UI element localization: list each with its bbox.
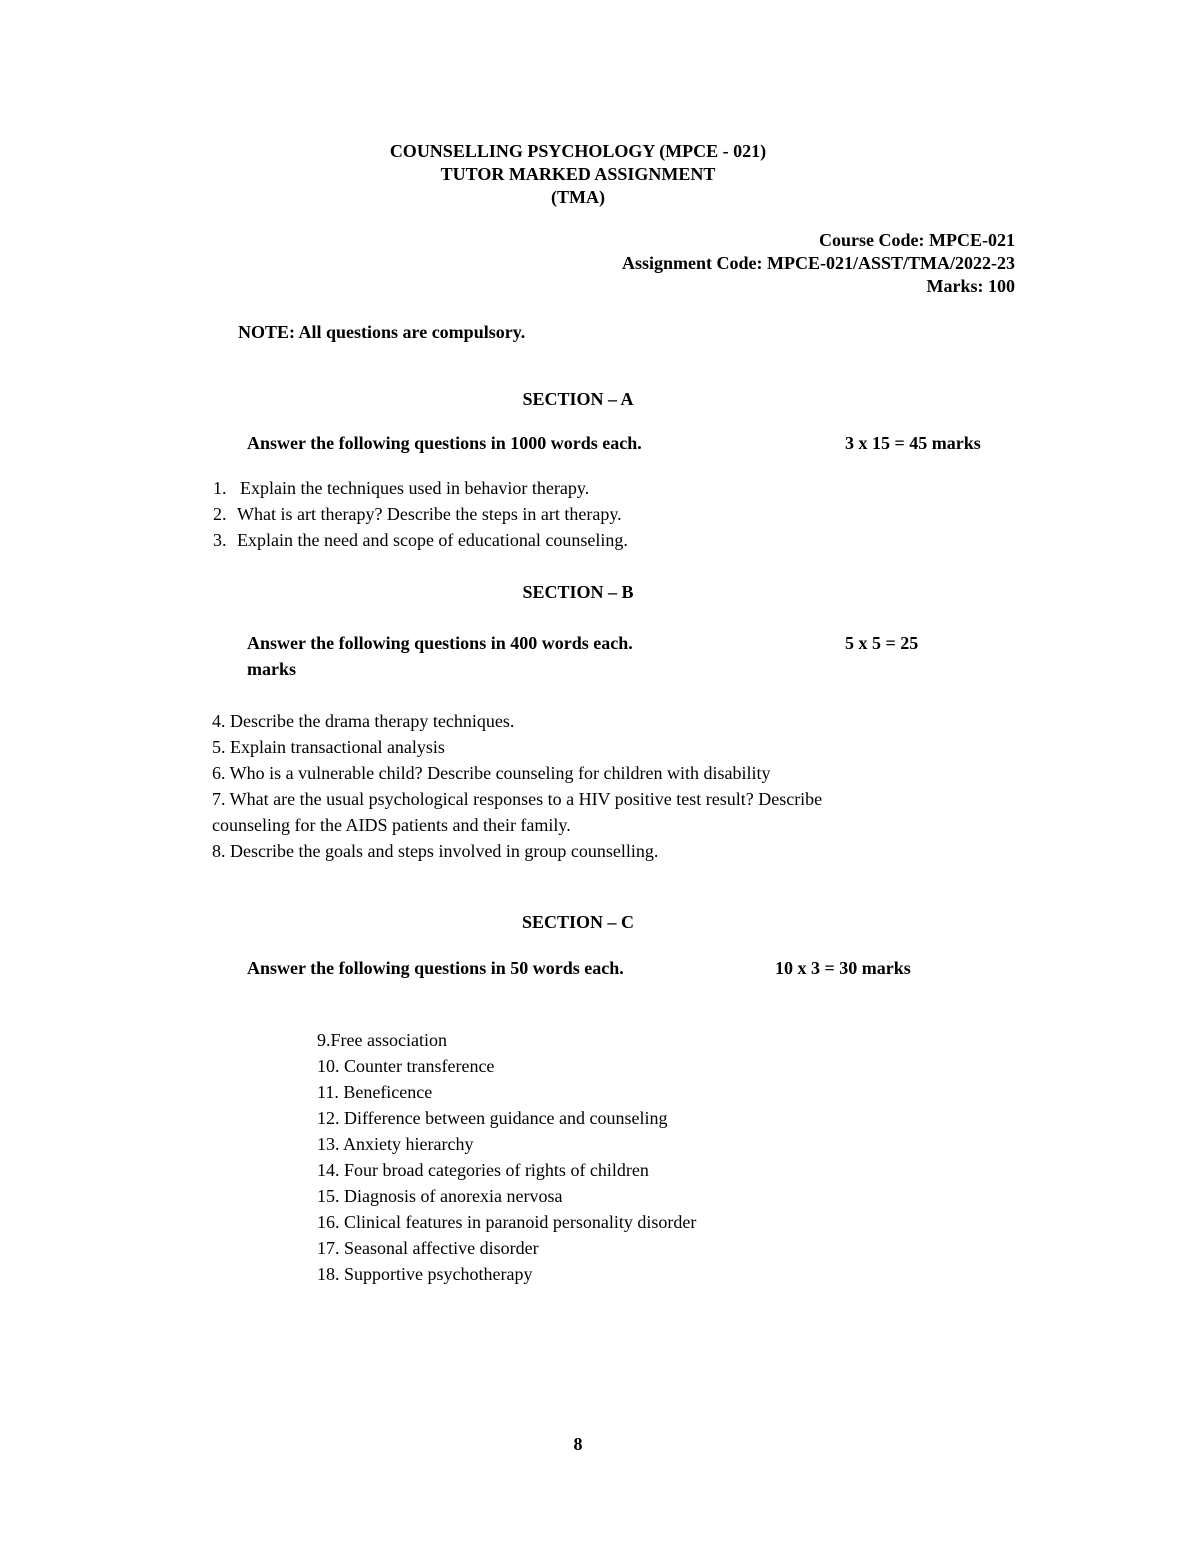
list-item: 10. Counter transference [317, 1056, 495, 1076]
total-marks: Marks: 100 [926, 276, 1015, 296]
list-item: 4. Describe the drama therapy techniques. [212, 711, 515, 731]
section-b-marks: 5 x 5 = 25 [845, 633, 919, 653]
list-item: 8. Describe the goals and steps involved in group counselling. [212, 841, 659, 861]
list-item: 2. What is art therapy? Describe the steps in art therapy. [213, 504, 622, 524]
document-title [0, 140, 1156, 209]
list-item: 15. Diagnosis of anorexia nervosa [317, 1186, 563, 1206]
title-abbreviation: (TMA) [551, 187, 605, 207]
list-item: 6. Who is a vulnerable child? Describe counseling for children with disability [212, 763, 771, 783]
compulsory-note: NOTE: All questions are compulsory. [238, 322, 526, 342]
list-item: 7. What are the usual psychological responses to a HIV positive test result? Describe counseling for the AIDS patients and their family. [212, 789, 823, 835]
title-assignment-type: TUTOR MARKED ASSIGNMENT [440, 164, 716, 184]
section-a-heading: SECTION – A [522, 389, 634, 409]
list-item: 5. Explain transactional analysis [212, 737, 445, 757]
section-a-instruction: Answer the following questions in 1000 words each. [247, 433, 642, 453]
section-b-questions [212, 708, 892, 864]
list-item: 3. Explain the need and scope of educational counseling. [213, 530, 628, 550]
title-course-name: COUNSELLING PSYCHOLOGY (MPCE - 021) [389, 141, 767, 161]
assignment-meta [622, 229, 1015, 298]
list-item: 16. Clinical features in paranoid personality disorder [317, 1212, 697, 1232]
section-b-instruction: Answer the following questions in 400 words each. [247, 633, 633, 653]
list-item: 11. Beneficence [317, 1082, 433, 1102]
page-number: 8 [573, 1434, 583, 1454]
section-a-marks: 3 x 15 = 45 marks [845, 433, 981, 453]
list-item: 18. Supportive psychotherapy [317, 1264, 533, 1284]
assignment-code: Assignment Code: MPCE-021/ASST/TMA/2022-23 [621, 253, 1015, 273]
course-code: Course Code: MPCE-021 [819, 230, 1015, 250]
section-b-marks-suffix: marks [247, 659, 296, 679]
section-c-heading: SECTION – C [521, 912, 635, 932]
list-item: 1. Explain the techniques used in behavior therapy. [213, 478, 590, 498]
section-c-instruction: Answer the following questions in 50 words each. [247, 958, 624, 978]
section-a-questions [213, 475, 628, 553]
section-b-heading: SECTION – B [522, 582, 634, 602]
list-item: 13. Anxiety hierarchy [317, 1134, 474, 1154]
list-item: 12. Difference between guidance and counseling [317, 1108, 668, 1128]
list-item: 14. Four broad categories of rights of children [317, 1160, 649, 1180]
list-item: 9.Free association [317, 1030, 447, 1050]
section-c-questions [317, 1027, 696, 1287]
section-c-marks: 10 x 3 = 30 marks [775, 958, 911, 978]
list-item: 17. Seasonal affective disorder [317, 1238, 539, 1258]
